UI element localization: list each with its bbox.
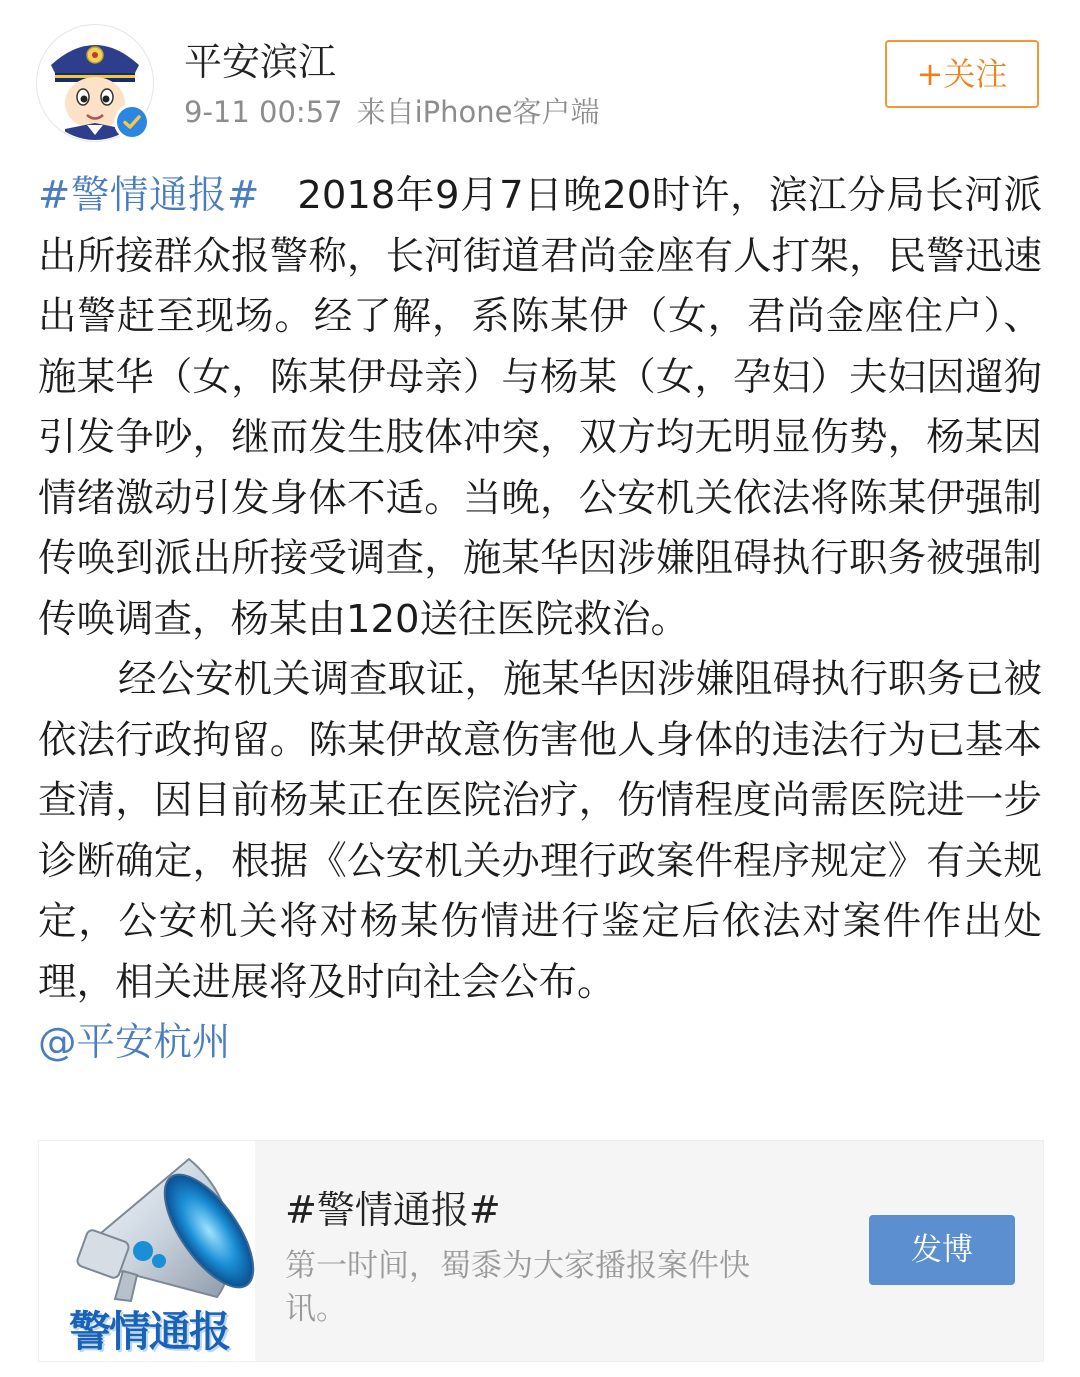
topic-title[interactable]: #警情通报# xyxy=(285,1188,501,1232)
paragraph-1-text: 2018年9月7日晚20时许，滨江分局长河派出所接群众报警称，长河街道君尚金座有人打架，民警迅速出警赶至现场。经了解，系陈某伊（女，君尚金座住户）、施某华（女，陈某伊母亲）与杨某（女，孕妇）夫妇因遛狗引发争吵，继而发生肢体冲突，双方均无明显伤势，杨某因情绪激动引发身体不适。当晚，公安机关依法将陈某伊强制传唤到派出所接受调查，施某华因涉嫌阻碍执行职务被强制传唤调查，杨某由120送往医院救治。 xyxy=(38,173,1042,642)
thumbnail-caption: 警情通报 xyxy=(68,1307,229,1356)
verified-badge xyxy=(114,104,150,140)
post-source: 来自iPhone客户端 xyxy=(356,95,600,129)
verified-check-icon xyxy=(116,106,148,138)
mention-link[interactable]: @平安杭州 xyxy=(38,1020,231,1065)
post-weibo-button[interactable]: 发博 xyxy=(869,1215,1015,1285)
post-meta xyxy=(184,92,600,132)
post-mention-line xyxy=(38,1013,1042,1074)
paragraph-2-text: 经公安机关调查取证，施某华因涉嫌阻碍执行职务已被依法行政拘留。陈某伊故意伤害他人身体的违法行为已基本查清，因目前杨某正在医院治疗，伤情程度尚需医院进一步诊断确定，根据《公安机关办理行政案件程序规定》有关规定，公安机关将对杨某伤情进行鉴定后依法对案件作出处理，相关进展将及时向社会公布。 xyxy=(38,657,1043,1005)
post-paragraph-1 xyxy=(38,166,1042,650)
post-header xyxy=(0,0,1080,160)
account-name[interactable]: 平安滨江 xyxy=(184,40,337,84)
topic-thumbnail xyxy=(39,1141,255,1361)
topic-card[interactable] xyxy=(38,1140,1044,1362)
post-body xyxy=(38,166,1042,1074)
follow-button[interactable]: +关注 xyxy=(885,40,1039,108)
post-timestamp: 9-11 00:57 xyxy=(184,95,343,129)
topic-description: 第一时间，蜀黍为大家播报案件快讯。 xyxy=(285,1248,750,1327)
post-paragraph-2 xyxy=(38,650,1042,1013)
hashtag-link[interactable]: #警情通报# xyxy=(38,173,260,218)
